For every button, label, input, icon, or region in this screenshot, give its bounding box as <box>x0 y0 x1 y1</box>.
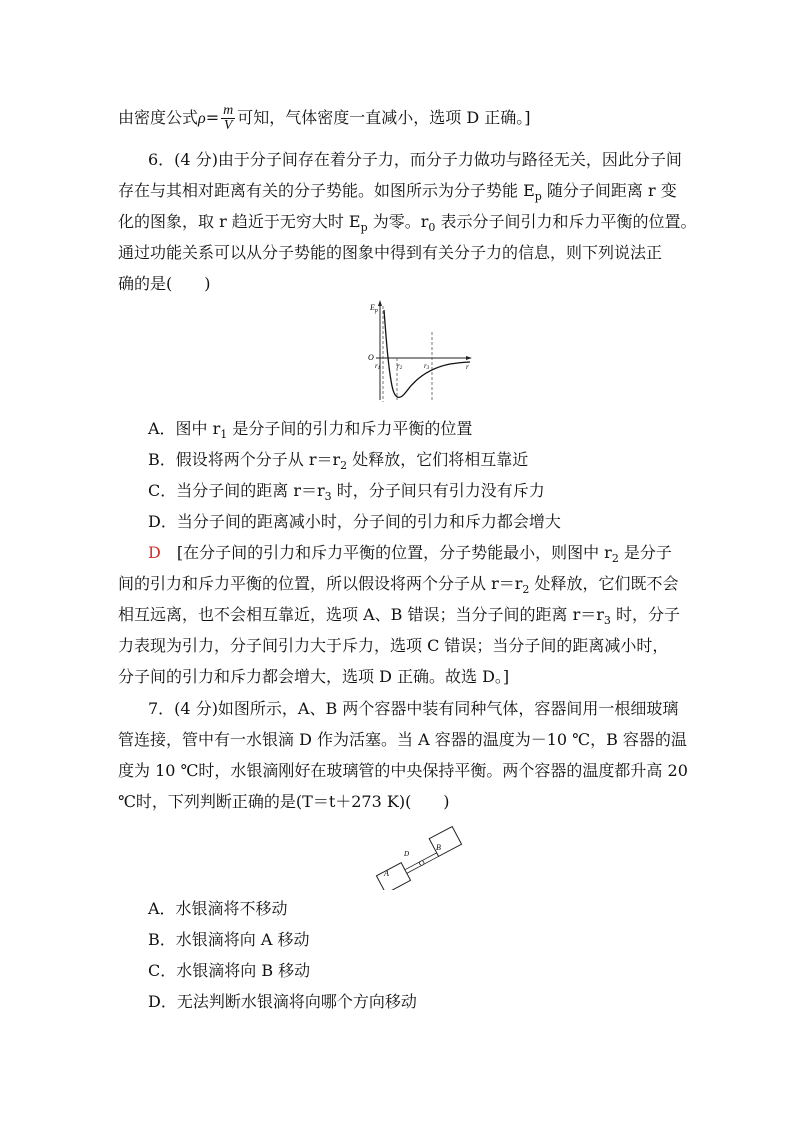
q6-answer: D <box>148 543 161 562</box>
q6-explanation-line-4: 力表现为引力，分子间引力大于斥力，选项 C 错误；当分子间的距离减小时， <box>118 636 669 655</box>
x-axis-arrow <box>466 356 472 360</box>
q6-option-b: B．假设将两个分子从 $r=r_2$ 处释放，它们将相互靠近 <box>148 450 529 473</box>
prev-answer-line <box>118 104 530 133</box>
prev-answer-post: 可知，气体密度一直减小，选项 D 正确。] <box>237 108 531 127</box>
fraction-denominator: V <box>223 118 233 133</box>
r-axis-label: r <box>466 363 469 371</box>
origin-label: O <box>368 353 374 362</box>
r2-label: r2 <box>397 362 403 371</box>
q7-option-c: C．水银滴将向 B 移动 <box>148 961 311 980</box>
q7-stem-line-3: 度为 10 ℃时，水银滴刚好在玻璃管的中央保持平衡。两个容器的温度都升高 20 <box>118 761 688 780</box>
q6-stem-line-1: 6．(4 分)由于分子间存在着分子力，而分子力做功与路径无关，因此分子间 <box>148 150 682 169</box>
q6-explanation-line-2: 间的引力和斥力平衡的位置，所以假设将两个分子从 $r=r_2$ 处释放，它们既不会 <box>118 574 679 597</box>
q7-stem-line-4: ℃时，下列判断正确的是(T＝t＋273 K)( ) <box>118 792 450 811</box>
q6-stem-line-3: 化的图象，取 r 趋近于无穷大时 $E_p$ 为零。$r_0$ 表示分子间引力和斥力平衡的位置。 <box>118 212 697 235</box>
potential-energy-figure <box>350 296 480 406</box>
containers-figure <box>368 822 468 890</box>
y-axis-arrow <box>378 300 382 306</box>
q6-stem-line-4: 通过功能关系可以从分子势能的图象中得到有关分子力的信息，则下列说法正 <box>118 243 663 262</box>
q6-explanation-line-1: D [在分子间的引力和斥力平衡的位置，分子势能最小，则图中 $r_2$ 是分子 <box>148 543 672 566</box>
rho-symbol: ρ <box>198 110 206 127</box>
q7-option-d: D．无法判断水银滴将向哪个方向移动 <box>148 992 417 1011</box>
r3-label: r3 <box>424 362 430 371</box>
q6-stem-line-5: 确的是( ) <box>118 274 211 293</box>
q6-option-d: D．当分子间的距离减小时，分子间的引力和斥力都会增大 <box>148 512 561 531</box>
q7-stem-line-1: 7．(4 分)如图所示，A、B 两个容器中装有同种气体，容器间用一根细玻璃 <box>148 699 679 718</box>
container-a-label: A <box>384 869 389 878</box>
fraction-numerator: m <box>223 103 234 118</box>
q6-stem-line-2: 存在与其相对距离有关的分子势能。如图所示为分子势能 $E_p$ 随分子间距离 r 变 <box>118 181 677 204</box>
q6-option-a: A．图中 $r_1$ 是分子间的引力和斥力平衡的位置 <box>148 419 473 442</box>
container-b <box>429 827 461 857</box>
q6-explanation-line-3: 相互远离，也不会相互靠近，选项 A、B 错误；当分子间的距离 $r=r_3$ 时，分子 <box>118 605 680 628</box>
prev-answer-pre: 由密度公式 <box>118 108 199 127</box>
ep-axis-label: $E_p$ <box>370 303 378 314</box>
mercury-drop-label: D <box>404 850 410 858</box>
r1-label: r1 <box>375 362 381 371</box>
equals-sign: = <box>205 108 220 127</box>
q7-stem-line-2: 管连接，管中有一水银滴 D 作为活塞。当 A 容器的温度为－10 ℃，B 容器的温 <box>118 730 687 749</box>
container-b-label: B <box>436 843 441 852</box>
q6-explanation-line-5: 分子间的引力和斥力都会增大，选项 D 正确。故选 D。] <box>118 667 510 686</box>
q7-option-a: A．水银滴将不移动 <box>148 899 288 918</box>
container-a <box>376 863 410 890</box>
density-fraction <box>221 104 235 133</box>
q6-option-c: C．当分子间的距离 $r=r_3$ 时，分子间只有引力没有斥力 <box>148 481 545 504</box>
q7-option-b: B．水银滴将向 A 移动 <box>148 930 310 949</box>
